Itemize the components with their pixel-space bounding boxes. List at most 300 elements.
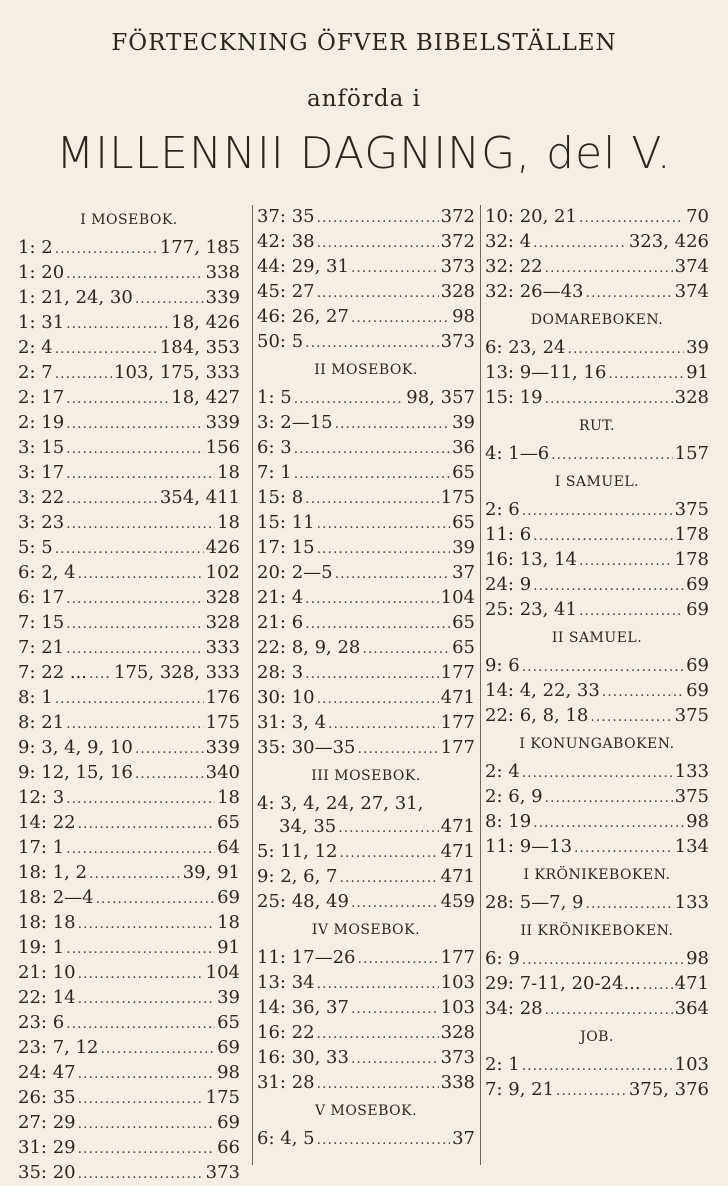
verse-reference: 18: 18 bbox=[18, 912, 76, 933]
dot-leader bbox=[339, 867, 438, 890]
index-entry bbox=[485, 785, 709, 810]
page-numbers: 98 bbox=[452, 306, 475, 327]
index-entry bbox=[485, 835, 709, 860]
book-heading: III MOSEBOK. bbox=[311, 768, 421, 784]
dot-leader bbox=[78, 563, 204, 586]
page-numbers: 339 bbox=[205, 737, 240, 758]
index-entry bbox=[18, 711, 240, 736]
index-entry bbox=[18, 286, 240, 311]
page-numbers: 69 bbox=[217, 1112, 240, 1133]
verse-reference: 26: 35 bbox=[18, 1087, 76, 1108]
index-entry bbox=[485, 1078, 709, 1103]
dot-leader bbox=[66, 413, 203, 436]
verse-reference: 16: 30, 33 bbox=[257, 1047, 349, 1068]
dot-leader bbox=[556, 1080, 627, 1103]
page-numbers: 364 bbox=[674, 998, 709, 1019]
dot-leader bbox=[317, 207, 439, 230]
dot-leader bbox=[579, 207, 684, 230]
index-entry bbox=[257, 305, 475, 330]
index-entry bbox=[257, 711, 475, 736]
index-entry bbox=[485, 947, 709, 972]
page-numbers: 328 bbox=[205, 587, 240, 608]
index-entry bbox=[18, 911, 240, 936]
index-entry bbox=[18, 811, 240, 836]
verse-reference: 45: 27 bbox=[257, 281, 315, 302]
page-numbers: 375 bbox=[674, 499, 709, 520]
verse-reference: 14: 22 bbox=[18, 812, 76, 833]
verse-reference: 2: 6 bbox=[485, 499, 520, 520]
index-entry bbox=[485, 280, 709, 305]
page-numbers: 65 bbox=[452, 462, 475, 483]
index-entry bbox=[18, 536, 240, 561]
dot-leader bbox=[358, 738, 439, 761]
dot-leader bbox=[66, 938, 215, 961]
verse-reference: 17: 15 bbox=[257, 537, 315, 558]
dot-leader bbox=[643, 974, 673, 997]
dot-leader bbox=[351, 307, 450, 330]
page-numbers: 328 bbox=[440, 281, 475, 302]
dot-leader bbox=[551, 444, 672, 467]
page-numbers: 375 bbox=[674, 786, 709, 807]
page-numbers: 69 bbox=[217, 1037, 240, 1058]
verse-reference: 2: 7 bbox=[18, 362, 53, 383]
book-heading: I MOSEBOK. bbox=[80, 212, 178, 228]
index-entry bbox=[18, 486, 240, 511]
dot-leader bbox=[362, 638, 450, 661]
page-numbers: 18 bbox=[217, 787, 240, 808]
dot-leader bbox=[305, 332, 438, 355]
verse-reference: 3: 15 bbox=[18, 437, 65, 458]
verse-reference: 14: 4, 22, 33 bbox=[485, 680, 600, 701]
page-numbers: 459 bbox=[440, 891, 475, 912]
index-entry bbox=[485, 654, 709, 679]
dot-leader bbox=[317, 282, 439, 305]
verse-reference: 28: 3 bbox=[257, 662, 304, 683]
dot-leader bbox=[66, 1013, 215, 1036]
index-entry bbox=[257, 661, 475, 686]
page-numbers: 177 bbox=[440, 947, 475, 968]
index-entry bbox=[257, 1071, 475, 1096]
book-heading: II MOSEBOK. bbox=[314, 362, 418, 378]
verse-reference: 6: 3 bbox=[257, 437, 292, 458]
verse-reference: 2: 4 bbox=[485, 761, 520, 782]
page-numbers: 98 bbox=[217, 1062, 240, 1083]
verse-reference: 25: 48, 49 bbox=[257, 891, 349, 912]
verse-reference: 6: 4, 5 bbox=[257, 1128, 315, 1149]
index-entry bbox=[257, 971, 475, 996]
dot-leader bbox=[533, 232, 627, 255]
dot-leader bbox=[55, 688, 204, 711]
index-entry bbox=[18, 361, 240, 386]
page-numbers: 177 bbox=[440, 662, 475, 683]
verse-reference: 13: 34 bbox=[257, 972, 315, 993]
index-entry bbox=[485, 810, 709, 835]
page-numbers: 65 bbox=[452, 637, 475, 658]
verse-reference: 22: 8, 9, 28 bbox=[257, 637, 361, 658]
verse-reference: 4: 1—6 bbox=[485, 443, 550, 464]
book-heading: JOB. bbox=[580, 1029, 614, 1045]
page-numbers: 328 bbox=[440, 1022, 475, 1043]
index-column-2 bbox=[252, 205, 475, 1165]
page-numbers: 18 bbox=[217, 912, 240, 933]
dot-leader bbox=[586, 893, 673, 916]
index-entry bbox=[485, 598, 709, 623]
page-numbers: 69 bbox=[217, 887, 240, 908]
verse-reference: 32: 22 bbox=[485, 256, 543, 277]
verse-reference: 24: 47 bbox=[18, 1062, 76, 1083]
index-entry bbox=[18, 1061, 240, 1086]
index-entry bbox=[257, 486, 475, 511]
verse-reference: 2: 1 bbox=[485, 1054, 520, 1075]
verse-reference: 32: 4 bbox=[485, 231, 532, 252]
book-heading: II SAMUEL. bbox=[551, 630, 643, 646]
index-entry bbox=[485, 760, 709, 785]
verse-reference: 4: 3, 4, 24, 27, 31, bbox=[257, 793, 424, 814]
verse-reference: 28: 5—7, 9 bbox=[485, 892, 584, 913]
index-title: FÖRTECKNING ÖFVER BIBELSTÄLLEN bbox=[111, 30, 617, 56]
dot-leader bbox=[135, 763, 204, 786]
book-heading: II KRÖNIKEBOKEN. bbox=[520, 923, 674, 939]
page-numbers: 176 bbox=[205, 687, 240, 708]
verse-reference: 8: 1 bbox=[18, 687, 53, 708]
page-numbers: 373 bbox=[205, 1162, 240, 1183]
verse-reference: 7: 1 bbox=[257, 462, 292, 483]
dot-leader bbox=[66, 713, 203, 736]
verse-reference: 5: 11, 12 bbox=[257, 841, 338, 862]
page-numbers: 65 bbox=[452, 512, 475, 533]
index-entry bbox=[18, 461, 240, 486]
verse-reference: 6: 23, 24 bbox=[485, 337, 566, 358]
page-numbers: 178 bbox=[674, 524, 709, 545]
dot-leader bbox=[317, 513, 450, 536]
dot-leader bbox=[568, 338, 685, 361]
dot-leader bbox=[602, 681, 684, 704]
verse-reference: 21: 10 bbox=[18, 962, 76, 983]
dot-leader bbox=[358, 948, 439, 971]
dot-leader bbox=[351, 998, 439, 1021]
page-numbers: 133 bbox=[674, 892, 709, 913]
index-entry bbox=[257, 230, 475, 255]
dot-leader bbox=[96, 888, 215, 911]
page-numbers: 65 bbox=[452, 612, 475, 633]
verse-reference: 35: 20 bbox=[18, 1162, 76, 1183]
dot-leader bbox=[55, 238, 158, 261]
dot-leader bbox=[78, 1163, 204, 1186]
page-numbers: 175 bbox=[440, 487, 475, 508]
page-numbers: 37 bbox=[452, 1128, 475, 1149]
page-numbers: 177 bbox=[440, 712, 475, 733]
index-entry bbox=[18, 1086, 240, 1111]
verse-reference: 22: 14 bbox=[18, 987, 76, 1008]
index-entry bbox=[18, 636, 240, 661]
page-numbers: 65 bbox=[217, 1012, 240, 1033]
dot-leader bbox=[533, 575, 684, 598]
verse-reference: 16: 22 bbox=[257, 1022, 315, 1043]
index-entry bbox=[18, 861, 240, 886]
book-heading: I KRÖNIKEBOKEN. bbox=[523, 867, 671, 883]
dot-leader bbox=[317, 1023, 439, 1046]
index-entry bbox=[18, 586, 240, 611]
dot-leader bbox=[78, 913, 215, 936]
index-entry bbox=[485, 997, 709, 1022]
dot-leader bbox=[78, 1063, 215, 1086]
dot-leader bbox=[305, 588, 438, 611]
index-entry bbox=[18, 311, 240, 336]
page-numbers: 157 bbox=[674, 443, 709, 464]
dot-leader bbox=[66, 313, 169, 336]
dot-leader bbox=[533, 812, 684, 835]
dot-leader bbox=[608, 363, 684, 386]
verse-reference: 6: 9 bbox=[485, 948, 520, 969]
verse-reference: 7: 15 bbox=[18, 612, 65, 633]
book-heading: I SAMUEL. bbox=[554, 474, 640, 490]
index-entry bbox=[257, 890, 475, 915]
verse-reference: 15: 19 bbox=[485, 387, 543, 408]
dot-leader bbox=[317, 688, 439, 711]
dot-leader bbox=[135, 738, 204, 761]
dot-leader bbox=[55, 538, 204, 561]
dot-leader bbox=[135, 288, 204, 311]
index-entry bbox=[485, 255, 709, 280]
index-entry bbox=[485, 205, 709, 230]
page-numbers: 328 bbox=[205, 612, 240, 633]
page-numbers: 103, 175, 333 bbox=[114, 362, 240, 383]
index-entry bbox=[257, 1046, 475, 1071]
index-entry bbox=[18, 761, 240, 786]
dot-leader bbox=[66, 788, 215, 811]
page-numbers: 375, 376 bbox=[628, 1079, 709, 1100]
index-entry bbox=[257, 511, 475, 536]
verse-reference: 1: 21, 24, 30 bbox=[18, 287, 133, 308]
index-entry bbox=[257, 686, 475, 711]
verse-reference: 32: 26—43 bbox=[485, 281, 584, 302]
verse-reference: 27: 29 bbox=[18, 1112, 76, 1133]
page-numbers: 426 bbox=[205, 537, 240, 558]
index-entry bbox=[485, 548, 709, 573]
page-numbers: 184, 353 bbox=[159, 337, 240, 358]
index-entry bbox=[257, 461, 475, 486]
dot-leader bbox=[317, 1129, 451, 1152]
index-entry bbox=[257, 815, 475, 840]
dot-leader bbox=[317, 973, 439, 996]
page-numbers: 69 bbox=[686, 680, 709, 701]
verse-reference: 2: 6, 9 bbox=[485, 786, 543, 807]
index-entry bbox=[18, 561, 240, 586]
index-entry bbox=[257, 330, 475, 355]
verse-reference: 6: 2, 4 bbox=[18, 562, 76, 583]
dot-leader bbox=[78, 1088, 204, 1111]
index-entry bbox=[18, 1036, 240, 1061]
index-entry bbox=[485, 1053, 709, 1078]
page-numbers: 39 bbox=[686, 337, 709, 358]
index-entry bbox=[18, 936, 240, 961]
page-numbers: 177 bbox=[440, 737, 475, 758]
page-numbers: 18, 427 bbox=[171, 387, 240, 408]
index-entry bbox=[18, 236, 240, 261]
dot-leader bbox=[522, 500, 673, 523]
index-entry bbox=[18, 511, 240, 536]
dot-leader bbox=[294, 438, 450, 461]
page-numbers: 64 bbox=[217, 837, 240, 858]
dot-leader bbox=[522, 762, 673, 785]
page-numbers: 91 bbox=[686, 362, 709, 383]
index-entry bbox=[485, 361, 709, 386]
verse-reference: 9: 3, 4, 9, 10 bbox=[18, 737, 133, 758]
verse-reference: 21: 4 bbox=[257, 587, 304, 608]
verse-reference: 31: 28 bbox=[257, 1072, 315, 1093]
page-numbers: 354, 411 bbox=[159, 487, 240, 508]
dot-leader bbox=[305, 488, 438, 511]
page-numbers: 471 bbox=[440, 687, 475, 708]
verse-reference: 8: 19 bbox=[485, 811, 532, 832]
dot-leader bbox=[579, 600, 684, 623]
index-entry bbox=[18, 436, 240, 461]
page-numbers: 338 bbox=[205, 262, 240, 283]
index-entry bbox=[257, 736, 475, 761]
verse-reference: 24: 9 bbox=[485, 574, 532, 595]
index-entry bbox=[257, 586, 475, 611]
index-entry bbox=[18, 1011, 240, 1036]
page-numbers: 98, 357 bbox=[406, 387, 475, 408]
page-numbers: 373 bbox=[440, 256, 475, 277]
verse-reference: 1: 31 bbox=[18, 312, 65, 333]
page-numbers: 39, 91 bbox=[182, 862, 240, 883]
index-entry bbox=[485, 442, 709, 467]
index-entry bbox=[257, 946, 475, 971]
dot-leader bbox=[78, 1113, 215, 1136]
index-entry bbox=[18, 986, 240, 1011]
verse-reference: 10: 20, 21 bbox=[485, 206, 577, 227]
dot-leader bbox=[335, 563, 450, 586]
index-entry bbox=[257, 636, 475, 661]
dot-leader bbox=[351, 892, 439, 915]
page-numbers: 373 bbox=[440, 331, 475, 352]
index-entry bbox=[485, 679, 709, 704]
index-entry bbox=[485, 230, 709, 255]
dot-leader bbox=[328, 713, 439, 736]
index-entry bbox=[257, 411, 475, 436]
page-numbers: 175 bbox=[205, 1087, 240, 1108]
dot-leader bbox=[294, 388, 405, 411]
page-numbers: 37 bbox=[452, 562, 475, 583]
index-entry bbox=[18, 1161, 240, 1186]
page-numbers: 104 bbox=[440, 587, 475, 608]
page-numbers: 69 bbox=[686, 655, 709, 676]
dot-leader bbox=[579, 550, 673, 573]
verse-reference: 18: 2—4 bbox=[18, 887, 94, 908]
verse-reference: 5: 5 bbox=[18, 537, 53, 558]
book-heading: RUT. bbox=[578, 418, 616, 434]
index-entry bbox=[257, 996, 475, 1021]
verse-reference: 30: 10 bbox=[257, 687, 315, 708]
verse-reference: 11: 9—13 bbox=[485, 836, 573, 857]
page-numbers: 471 bbox=[440, 841, 475, 862]
dot-leader bbox=[66, 838, 215, 861]
page-numbers: 338 bbox=[440, 1072, 475, 1093]
verse-reference: 15: 8 bbox=[257, 487, 304, 508]
page-numbers: 103 bbox=[440, 997, 475, 1018]
page-numbers: 372 bbox=[440, 206, 475, 227]
verse-reference: 25: 23, 41 bbox=[485, 599, 577, 620]
page-numbers: 102 bbox=[205, 562, 240, 583]
index-entry bbox=[257, 280, 475, 305]
page-numbers: 39 bbox=[217, 987, 240, 1008]
page-numbers: 175, 328, 333 bbox=[114, 662, 240, 683]
page-numbers: 339 bbox=[205, 287, 240, 308]
page-numbers: 323, 426 bbox=[628, 231, 709, 252]
page-numbers: 374 bbox=[674, 281, 709, 302]
page-numbers: 471 bbox=[674, 973, 709, 994]
index-entry bbox=[485, 573, 709, 598]
dot-leader bbox=[586, 282, 673, 305]
dot-leader bbox=[317, 232, 439, 255]
dot-leader bbox=[55, 338, 158, 361]
index-entry bbox=[257, 536, 475, 561]
page-numbers: 177, 185 bbox=[159, 237, 240, 258]
verse-reference: 3: 23 bbox=[18, 512, 65, 533]
page-numbers: 98 bbox=[686, 811, 709, 832]
page-numbers: 103 bbox=[674, 1054, 709, 1075]
page-numbers: 98 bbox=[686, 948, 709, 969]
dot-leader bbox=[351, 257, 439, 280]
verse-reference: 11: 17—26 bbox=[257, 947, 356, 968]
index-entry bbox=[18, 336, 240, 361]
verse-reference: 11: 6 bbox=[485, 524, 532, 545]
index-entry bbox=[18, 411, 240, 436]
index-entry bbox=[257, 840, 475, 865]
index-entry bbox=[485, 523, 709, 548]
index-entry bbox=[18, 836, 240, 861]
dot-leader bbox=[66, 463, 215, 486]
dot-leader bbox=[294, 463, 450, 486]
verse-reference: 9: 6 bbox=[485, 655, 520, 676]
index-entry bbox=[257, 436, 475, 461]
page-numbers: 373 bbox=[440, 1047, 475, 1068]
dot-leader bbox=[66, 638, 203, 661]
dot-leader bbox=[78, 813, 215, 836]
index-entry bbox=[485, 891, 709, 916]
verse-reference: 7: 21 bbox=[18, 637, 65, 658]
page-numbers: 39 bbox=[452, 412, 475, 433]
index-column-3 bbox=[480, 205, 709, 1165]
dot-leader bbox=[545, 787, 673, 810]
dot-leader bbox=[89, 663, 112, 686]
dot-leader bbox=[522, 1055, 673, 1078]
page-numbers: 471 bbox=[440, 816, 475, 837]
verse-reference: 35: 30—35 bbox=[257, 737, 356, 758]
page-numbers: 133 bbox=[674, 761, 709, 782]
page-numbers: 374 bbox=[674, 256, 709, 277]
verse-reference: 1: 20 bbox=[18, 262, 65, 283]
dot-leader bbox=[574, 837, 673, 860]
verse-reference: 31: 29 bbox=[18, 1137, 76, 1158]
verse-reference: 19: 1 bbox=[18, 937, 65, 958]
index-entry bbox=[18, 261, 240, 286]
page-numbers: 18 bbox=[217, 512, 240, 533]
verse-reference: 42: 38 bbox=[257, 231, 315, 252]
verse-reference: 7: 9, 21 bbox=[485, 1079, 555, 1100]
verse-reference: 15: 11 bbox=[257, 512, 315, 533]
index-entry bbox=[18, 786, 240, 811]
verse-reference: 34, 35 bbox=[279, 816, 337, 837]
page-numbers: 70 bbox=[686, 206, 709, 227]
index-entry bbox=[18, 1111, 240, 1136]
verse-reference: 9: 12, 15, 16 bbox=[18, 762, 133, 783]
index-entry bbox=[18, 886, 240, 911]
verse-reference: 50: 5 bbox=[257, 331, 304, 352]
verse-reference: 3: 2—15 bbox=[257, 412, 333, 433]
page-numbers: 91 bbox=[217, 937, 240, 958]
